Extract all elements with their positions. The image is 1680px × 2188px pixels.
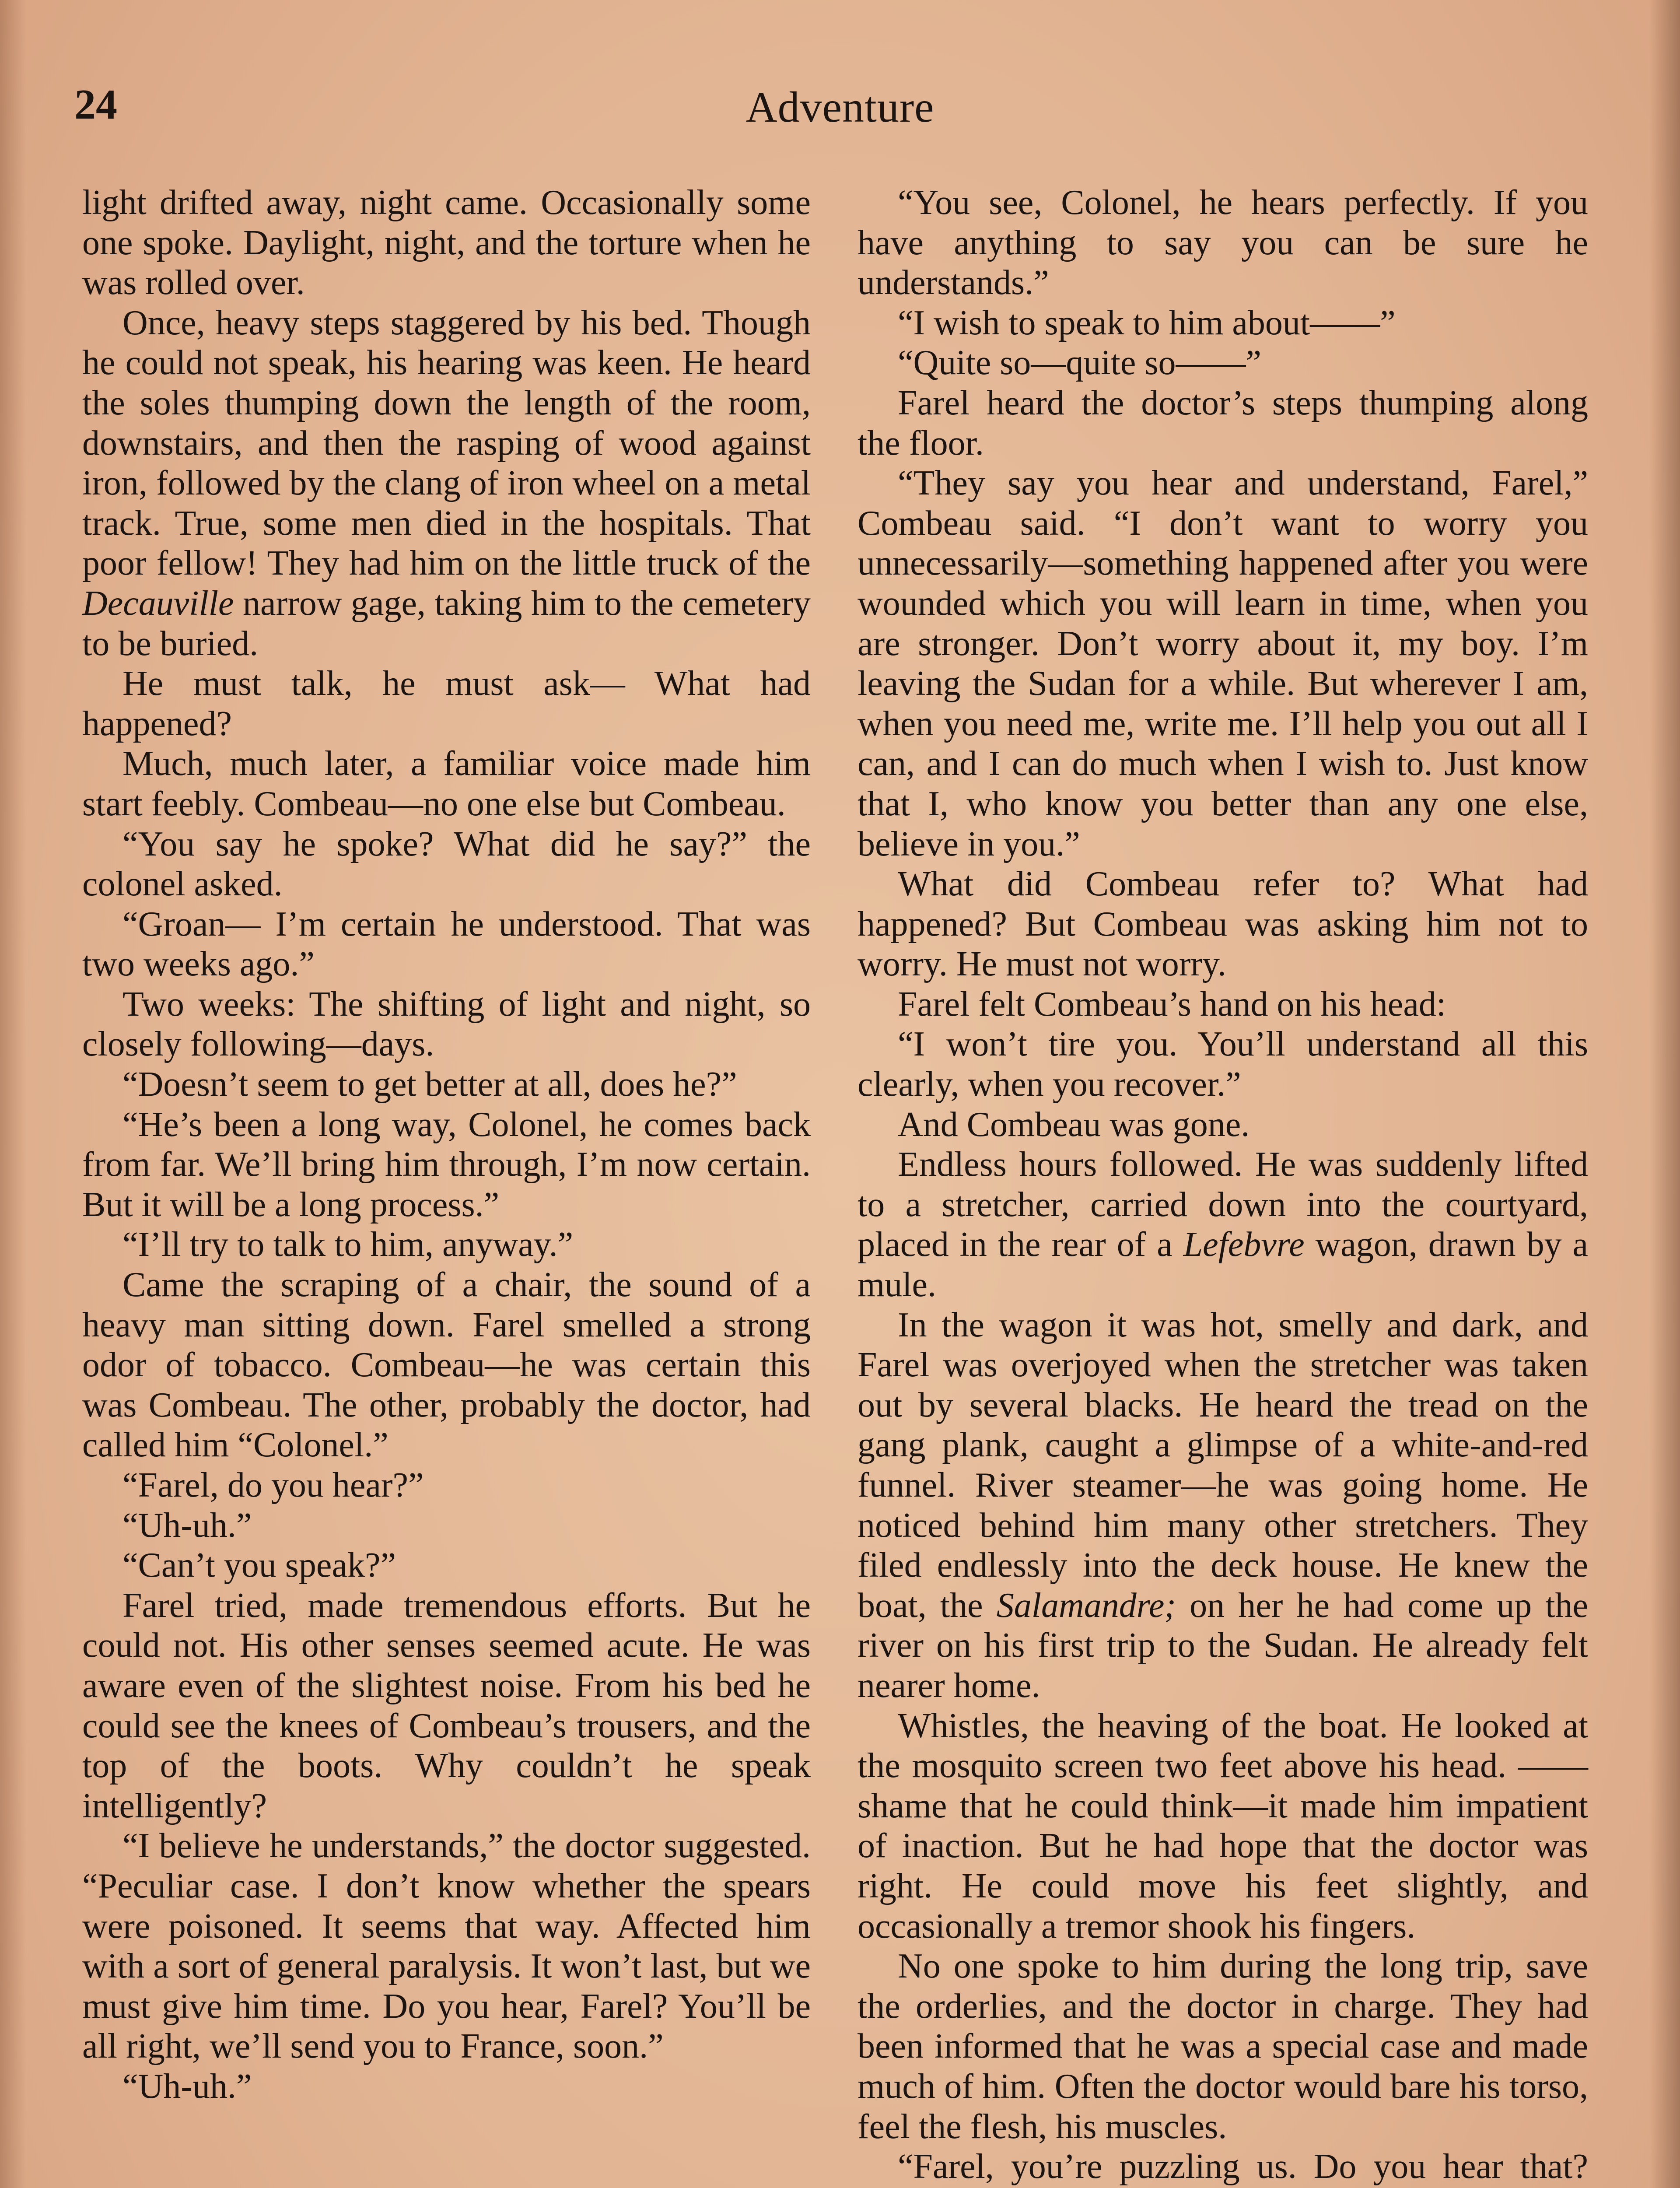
paragraph	[82, 905, 811, 985]
paragraph	[82, 1225, 811, 1265]
paragraph-text: And Combeau was gone.	[898, 1105, 1250, 1144]
paragraph-text: Two weeks: The shifting of light and night, so closely following—days.	[82, 985, 811, 1064]
paragraph	[858, 985, 1588, 1025]
paragraph	[82, 664, 811, 744]
paragraph-text: “Doesn’t seem to get better at all, does he?”	[122, 1065, 737, 1104]
paragraph	[858, 1946, 1588, 2147]
paragraph-text: He must talk, he must ask— What had happened?	[82, 664, 811, 743]
page-edge-shadow-right	[1649, 0, 1680, 2188]
paragraph	[82, 985, 811, 1065]
paragraph	[82, 824, 811, 905]
paragraph-text: “I won’t tire you. You’ll understand all this clearly, when you recover.”	[858, 1025, 1588, 1104]
paragraph	[858, 343, 1588, 383]
paragraph-text: “Uh-uh.”	[122, 2067, 252, 2106]
paragraph-text: “I’ll try to talk to him, anyway.”	[122, 1225, 574, 1264]
paragraph-text-continued: narrow gage, taking him to the cemetery to be buried.	[82, 584, 811, 663]
paragraph-text: Came the scraping of a chair, the sound of a heavy man sitting down. Farel smelled a strong odor of tobacco. Combeau—he was certain this was Combeau. The other, probably the doctor, had called him “Colonel.”	[82, 1266, 811, 1465]
paragraph	[858, 1706, 1588, 1947]
paragraph	[82, 1265, 811, 1466]
paragraph	[858, 183, 1588, 303]
paragraph-text: light drifted away, night came. Occasionally some one spoke. Daylight, night, and the torture when he was rolled over.	[82, 183, 811, 302]
paragraph-text: “Farel, do you hear?”	[122, 1466, 424, 1504]
paragraph-text: Once, heavy steps staggered by his bed. Though he could not speak, his hearing was keen. He heard the soles thumping down the length of the room, downstairs, and then the rasping of wood against iron, followed by the clang of iron wheel on a metal track. True, some men died in the hospitals. That poor fellow! They had him on the little truck of the	[82, 303, 811, 583]
paragraph	[858, 463, 1588, 864]
paragraph	[858, 2147, 1588, 2188]
paragraph-text: What did Combeau refer to? What had happened? But Combeau was asking him not to worry. He must not worry.	[858, 865, 1588, 984]
paragraph	[82, 183, 811, 303]
paragraph-text: No one spoke to him during the long trip, save the orderlies, and the doctor in charge. They had been informed that he was a special case and made much of him. Often the doctor would bare his torso, feel the flesh, his muscles.	[858, 1947, 1588, 2146]
paragraph-text: “Can’t you speak?”	[122, 1546, 396, 1585]
paragraph-text: “You see, Colonel, he hears perfectly. If you have anything to say you can be sure he understands.”	[858, 183, 1588, 302]
paragraph	[82, 1546, 811, 1586]
paragraph-text: Much, much later, a familiar voice made him start feebly. Combeau—no one else but Combeau.	[82, 744, 811, 823]
paragraph	[858, 303, 1588, 344]
paragraph	[82, 1065, 811, 1105]
paragraph	[82, 1826, 811, 2067]
paragraph	[82, 303, 811, 664]
paragraph-text: “I wish to speak to him about——”	[898, 303, 1396, 342]
paragraph	[82, 1506, 811, 1546]
paragraph-text: In the wagon it was hot, smelly and dark, and Farel was overjoyed when the stretcher was taken out by several blacks. He heard the tread on the gang plank, caught a glimpse of a white-and-red funnel. River steamer—he was going home. He noticed behind him many other stretchers. They filed endlessly into the deck house. He knew the boat, the	[858, 1305, 1588, 1625]
italic-name: Salamandre;	[996, 1586, 1176, 1625]
paragraph	[858, 1145, 1588, 1305]
paragraph-text: Endless hours followed. He was suddenly lifted to a stretcher, carried down into the courtyard, placed in the rear of a	[858, 1145, 1588, 1264]
page-edge-shadow-left	[0, 0, 26, 2188]
paragraph-text: “They say you hear and understand, Farel,” Combeau said. “I don’t want to worry you unnecessarily—something happened after you were wounded which you will learn in time, when you are stronger. Don’t worry about it, my boy. I’m leaving the Sudan for a while. But wherever I am, when you need me, write me. I’ll help you out all I can, and I can do much when I wish to. Just know that I, who know you better than any one else, believe in you.”	[858, 464, 1588, 863]
paragraph-text: Farel tried, made tremendous efforts. But he could not. His other senses seemed acute. He was aware even of the slightest noise. From his bed he could see the knees of Combeau’s trousers, and the top of the boots. Why couldn’t he speak intelligently?	[82, 1586, 811, 1825]
paragraph	[858, 383, 1588, 463]
paragraph-text: Whistles, the heaving of the boat. He looked at the mosquito screen two feet above his head. —— shame that he could think—it made him impatient of inaction. But he had hope that the doctor was right. He could move his feet slightly, and occasionally a tremor shook his fingers.	[858, 1706, 1588, 1946]
paragraph	[82, 1586, 811, 1827]
paragraph	[82, 744, 811, 824]
left-text-column	[82, 183, 811, 2107]
paragraph-text-continued: wagon, drawn by a mule.	[858, 1225, 1589, 1304]
paragraph-text-continued: on her he had come up the river on his first trip to the Sudan. He already felt nearer home.	[858, 1586, 1589, 1705]
right-text-column	[858, 183, 1588, 2188]
paragraph	[82, 2067, 811, 2107]
paragraph	[858, 1305, 1588, 1706]
italic-name: Lefebvre	[1183, 1225, 1305, 1264]
paragraph	[82, 1105, 811, 1225]
paragraph-text: “Quite so—quite so——”	[898, 344, 1261, 382]
paragraph	[858, 864, 1588, 985]
page-number: 24	[74, 81, 117, 128]
paragraph-text: Farel felt Combeau’s hand on his head:	[898, 985, 1446, 1024]
paragraph	[858, 1105, 1588, 1145]
paragraph-text: “He’s been a long way, Colonel, he comes back from far. We’ll bring him through, I’m now certain. But it will be a long process.”	[82, 1105, 811, 1224]
paragraph	[858, 1024, 1588, 1105]
paragraph-text: Farel heard the doctor’s steps thumping along the floor.	[858, 383, 1588, 463]
paragraph-text: “Uh-uh.”	[122, 1506, 252, 1545]
paragraph-text: “Groan— I’m certain he understood. That was two weeks ago.”	[82, 905, 811, 984]
paragraph	[82, 1466, 811, 1506]
italic-name: Decauville	[82, 584, 234, 623]
paragraph-text: “You say he spoke? What did he say?” the colonel asked.	[82, 824, 811, 904]
paragraph-text: “I believe he understands,” the doctor suggested. “Peculiar case. I don’t know whether the spears were poisoned. It seems that way. Affected him with a sort of general paralysis. It won’t last, but we must give him time. Do you hear, Farel? You’ll be all right, we’ll send you to France, soon.”	[82, 1827, 811, 2066]
paragraph-text: “Farel, you’re puzzling us. Do you hear that?	[898, 2147, 1588, 2186]
running-head: Adventure	[746, 83, 934, 131]
